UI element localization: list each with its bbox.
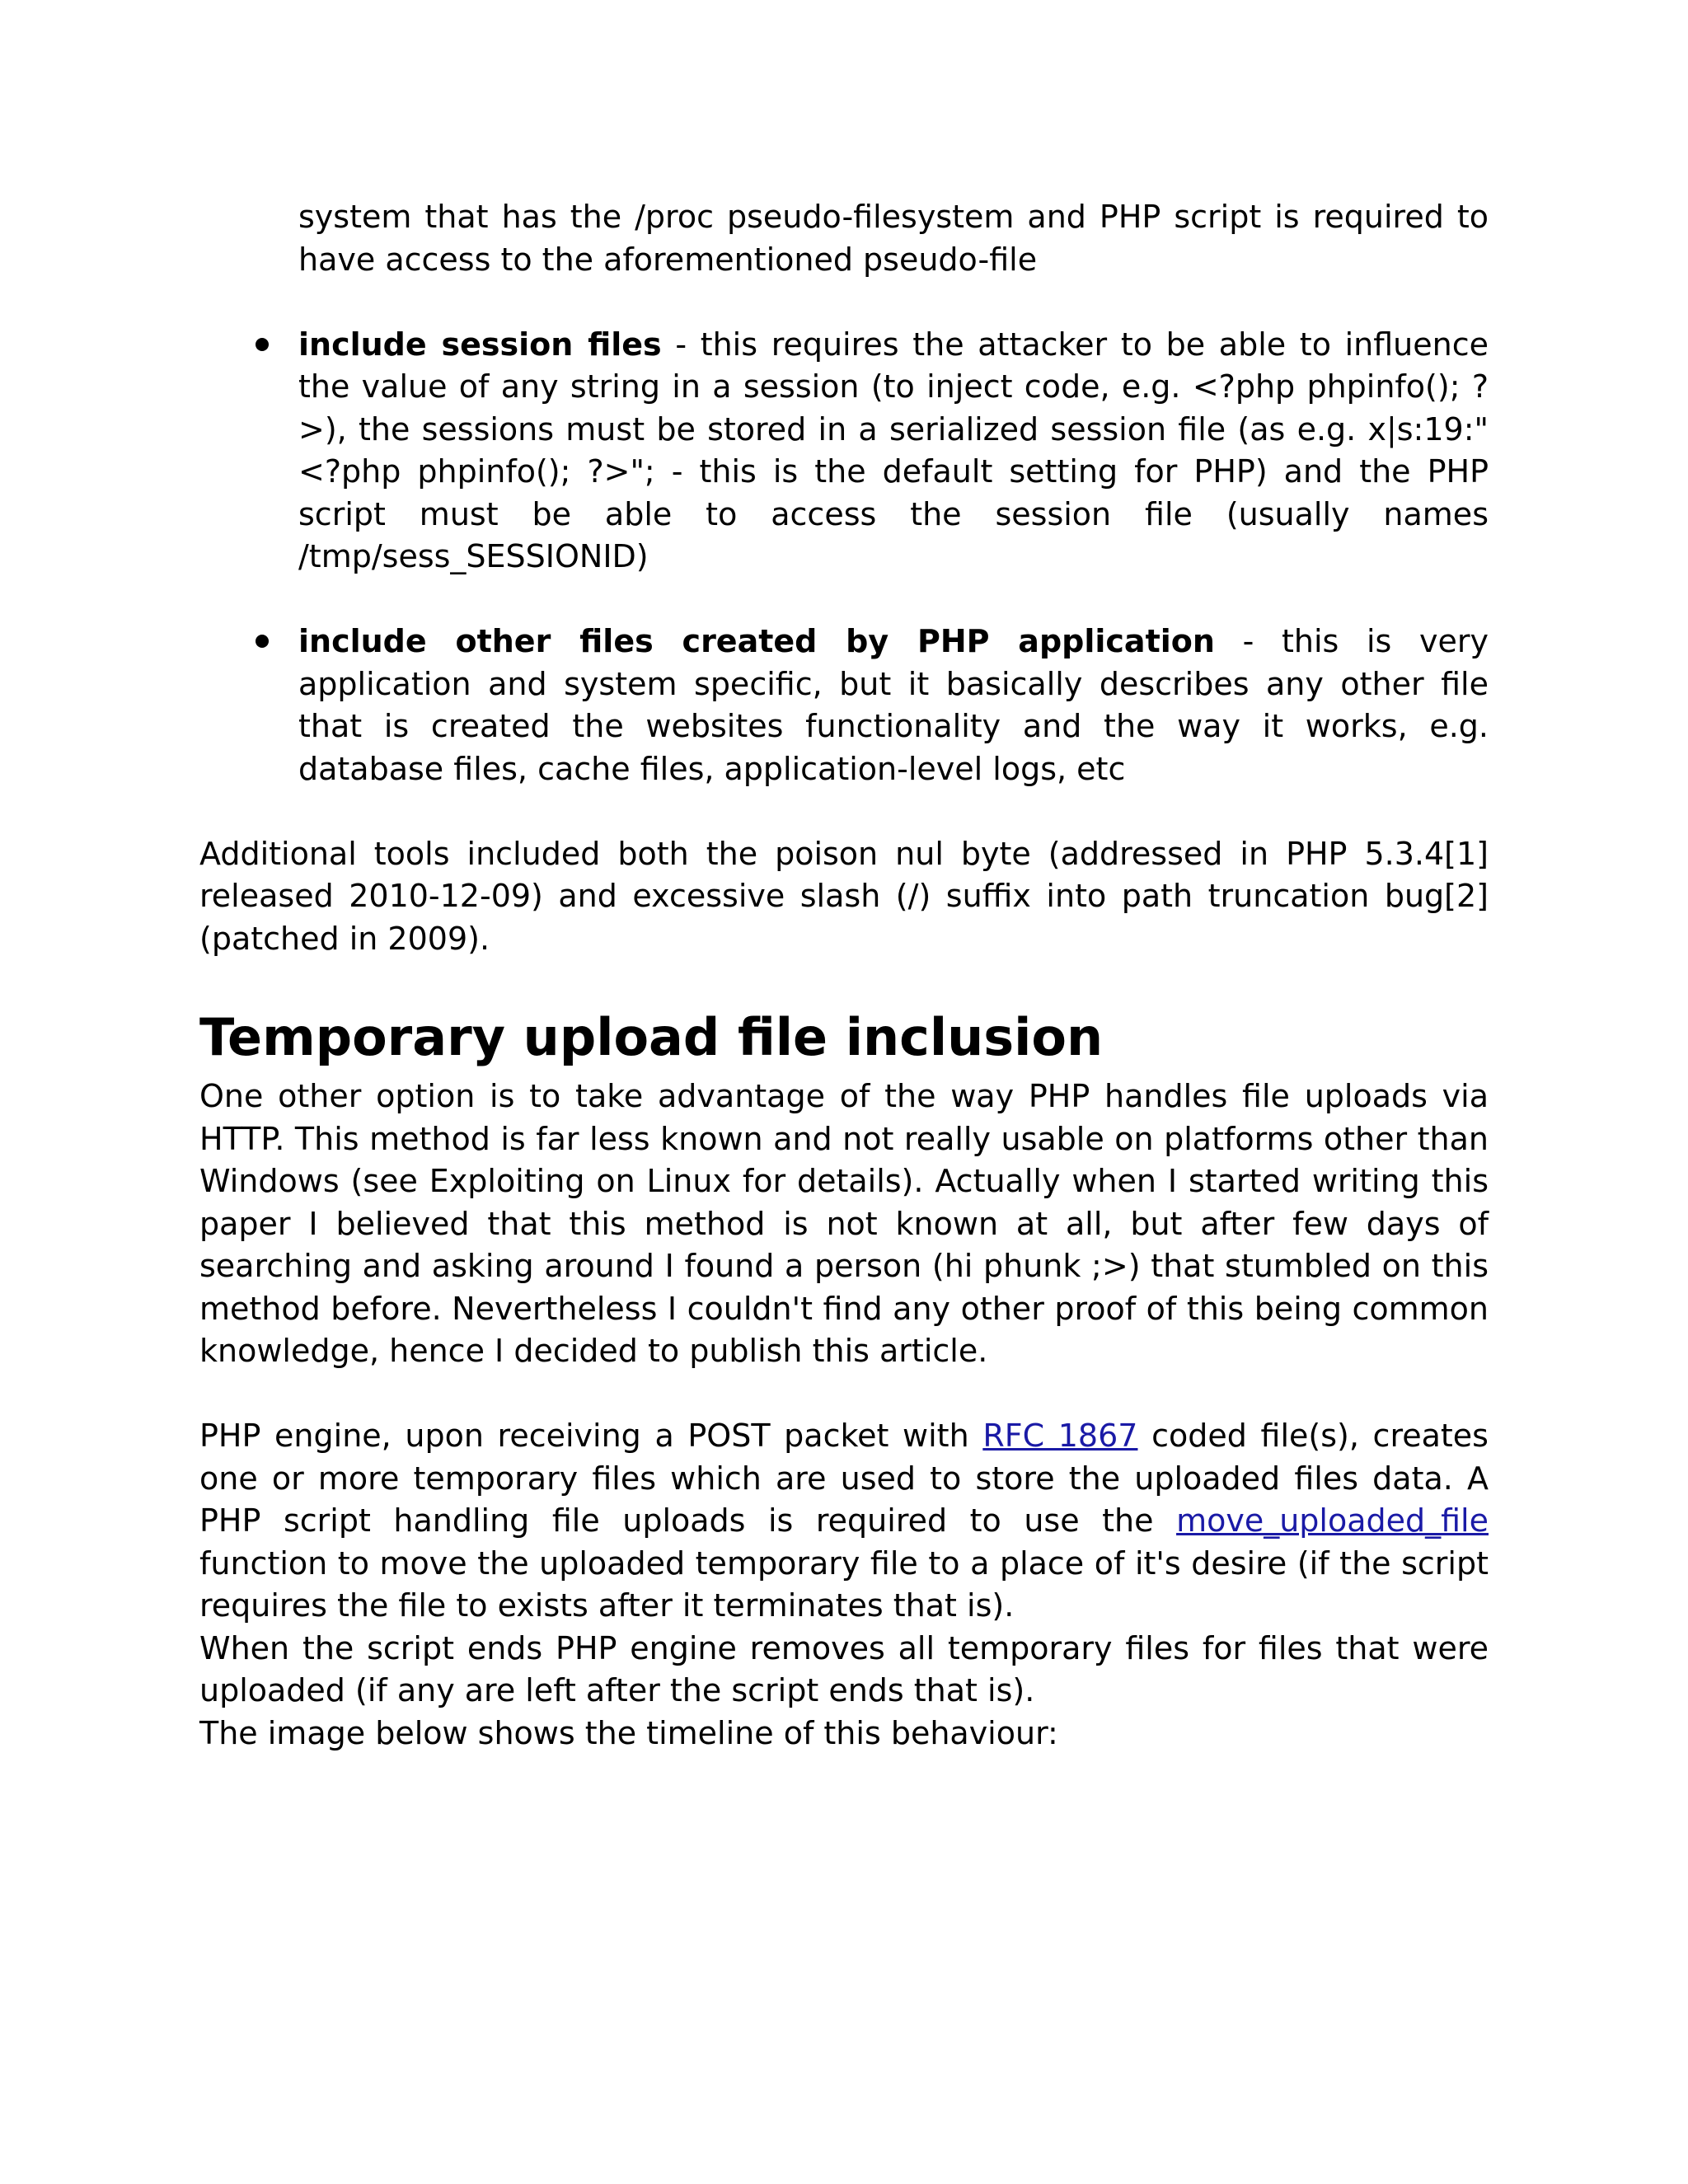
bullet-text: - this requires the attacker to be able to influence the value of any string in a session (to inject code, e.g. <?php phpinfo(); ?>), the sessions must be stored in a serialized session file (as e.g. x|s:19:"<?php phpinfo(); ?>"; - this is the default setting for PHP) and the PHP script must be able to access the session file (usually names /tmp/sess_SESSIONID) [298, 326, 1489, 574]
rfc-1867-link[interactable]: RFC 1867 [982, 1418, 1138, 1454]
rfc-text-part3: function to move the uploaded temporary file to a place of it's desire (if the script requires the file to exists after it terminates that is). [199, 1544, 1489, 1624]
document-page [199, 196, 1489, 1755]
section-heading: Temporary upload file inclusion [199, 1007, 1104, 1067]
rfc-text-part2: coded file(s), creates one or more temporary files which are used to store the uploaded files data. A PHP script handling file uploads is required to use the [199, 1418, 1489, 1539]
intro-paragraph: One other option is to take advantage of the way PHP handles file uploads via HTTP. This method is far less known and not really usable on platforms other than Windows (see Exploiting on Linux for details). Actually when I started writing this paper I believed that this method is not known at all, but after few days of searching and asking around I found a person (hi phunk ;>) that stumbled on this method before. Nevertheless I couldn't find any other proof of this being common knowledge, hence I decided to publish this article. [199, 1078, 1489, 1369]
script-end-paragraph: When the script ends PHP engine removes all temporary files for files that were uploaded (if any are left after the script ends that is). [199, 1629, 1489, 1708]
timeline-intro-paragraph: The image below shows the timeline of this behaviour: [199, 1714, 1058, 1751]
rfc-paragraph [199, 1415, 1489, 1628]
continuation-paragraph: system that has the /proc pseudo-filesystem and PHP script is required to have access to the aforementioned pseudo-file [298, 199, 1489, 278]
bullet-dot-icon [256, 338, 269, 351]
bullet-bold-label: include other files created by PHP application [298, 623, 1215, 659]
bullet-bold-label: include session files [298, 326, 662, 363]
bullet-item-session-files [298, 324, 1489, 579]
bullet-paragraph [298, 621, 1489, 790]
additional-tools-paragraph: Additional tools included both the poison nul byte (addressed in PHP 5.3.4[1] released 2010-12-09) and excessive slash (/) suffix into path truncation bug[2] (patched in 2009). [199, 835, 1489, 957]
rfc-text-part1: PHP engine, upon receiving a POST packet with [199, 1418, 983, 1454]
bullet-dot-icon [256, 635, 269, 648]
bullet-text: - this is very application and system specific, but it basically describes any other file that is created the websites functionality and the way it works, e.g. database files, cache files, application-level logs, etc [298, 623, 1489, 787]
bullet-paragraph [298, 324, 1489, 579]
move-uploaded-file-link[interactable]: move_uploaded_file [1176, 1502, 1489, 1539]
bullet-item-other-files [298, 621, 1489, 790]
